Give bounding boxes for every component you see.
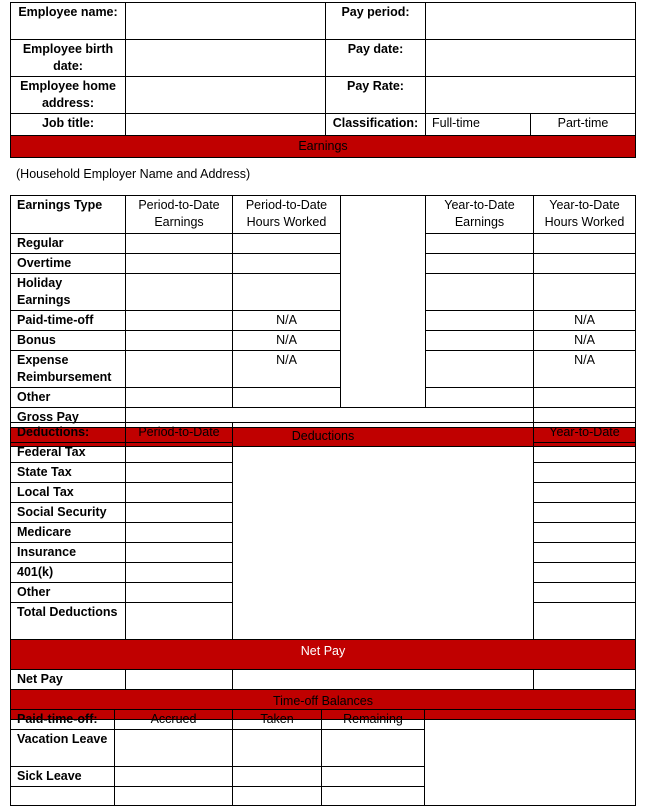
ptd-earnings-cell[interactable]: [126, 331, 233, 351]
taken-cell[interactable]: [233, 730, 322, 767]
ptd-hours-cell[interactable]: [233, 274, 341, 311]
timeoff-row-label: [11, 787, 115, 806]
total-deductions-label: Total Deductions: [11, 603, 126, 640]
ytd-earnings-cell[interactable]: [426, 234, 534, 254]
ptd-hours-cell[interactable]: [233, 388, 341, 408]
deduction-ytd-cell[interactable]: [534, 443, 636, 463]
earnings-row-label: Holiday Earnings: [11, 274, 126, 311]
ptd-earnings-cell[interactable]: [126, 351, 233, 388]
gross-pay-label: Gross Pay: [11, 408, 126, 428]
net-pay-middle-cell: [233, 670, 534, 690]
ptd-hours-header: Period-to-Date Hours Worked: [233, 196, 341, 234]
job-title-label: Job title:: [11, 114, 126, 136]
ptd-hours-cell: N/A: [233, 351, 341, 388]
deduction-ptd-cell[interactable]: [126, 503, 233, 523]
ptd-earnings-cell[interactable]: [126, 274, 233, 311]
deduction-ytd-cell[interactable]: [534, 503, 636, 523]
deductions-ytd-header: Year-to-Date: [534, 423, 636, 443]
birth-date-field[interactable]: [126, 40, 326, 77]
part-time-option[interactable]: Part-time: [531, 114, 636, 136]
home-address-label: Employee home address:: [11, 77, 126, 114]
remaining-cell[interactable]: [322, 787, 425, 806]
deductions-spacer: [233, 423, 534, 640]
deduction-ptd-cell[interactable]: [126, 483, 233, 503]
accrued-cell[interactable]: [115, 767, 233, 787]
ytd-earnings-cell[interactable]: [426, 254, 534, 274]
ptd-hours-cell[interactable]: [233, 234, 341, 254]
ytd-hours-cell: N/A: [534, 351, 636, 388]
ptd-earnings-cell[interactable]: [126, 254, 233, 274]
earnings-table: [10, 195, 636, 447]
deduction-row-label: 401(k): [11, 563, 126, 583]
ptd-hours-cell[interactable]: [233, 254, 341, 274]
ptd-earnings-cell[interactable]: [126, 311, 233, 331]
ptd-earnings-header: Period-to-Date Earnings: [126, 196, 233, 234]
net-pay-banner: Net Pay: [11, 640, 636, 670]
accrued-header: Accrued: [115, 710, 233, 730]
ytd-hours-cell[interactable]: [534, 254, 636, 274]
deduction-ptd-cell[interactable]: [126, 563, 233, 583]
earnings-row-label: Other: [11, 388, 126, 408]
deduction-row-label: Local Tax: [11, 483, 126, 503]
net-pay-label: Net Pay: [11, 670, 126, 690]
taken-cell[interactable]: [233, 787, 322, 806]
deduction-ytd-cell[interactable]: [534, 463, 636, 483]
deduction-row-label: Insurance: [11, 543, 126, 563]
total-deductions-ptd-cell[interactable]: [126, 603, 233, 640]
pay-rate-label: Pay Rate:: [326, 77, 426, 114]
deduction-ytd-cell[interactable]: [534, 563, 636, 583]
net-pay-ptd-cell[interactable]: [126, 670, 233, 690]
ytd-earnings-cell[interactable]: [426, 388, 534, 408]
taken-cell[interactable]: [233, 767, 322, 787]
deduction-row-label: State Tax: [11, 463, 126, 483]
deduction-ptd-cell[interactable]: [126, 443, 233, 463]
deduction-ytd-cell[interactable]: [534, 523, 636, 543]
ptd-hours-cell: N/A: [233, 331, 341, 351]
ytd-earnings-cell[interactable]: [426, 331, 534, 351]
ytd-hours-cell[interactable]: [534, 234, 636, 254]
taken-header: Taken: [233, 710, 322, 730]
deduction-ytd-cell[interactable]: [534, 483, 636, 503]
birth-date-label: Employee birth date:: [11, 40, 126, 77]
deductions-header: Deductions:: [11, 423, 126, 443]
deduction-ytd-cell[interactable]: [534, 543, 636, 563]
timeoff-header: Paid-time-off:: [11, 710, 115, 730]
earnings-row-label: Overtime: [11, 254, 126, 274]
ptd-earnings-cell[interactable]: [126, 388, 233, 408]
deductions-banner: Deductions: [11, 428, 636, 447]
employee-name-label: Employee name:: [11, 3, 126, 40]
earnings-row-label: Expense Reimbursement: [11, 351, 126, 388]
pay-date-label: Pay date:: [326, 40, 426, 77]
remaining-header: Remaining: [322, 710, 425, 730]
ytd-hours-cell: N/A: [534, 311, 636, 331]
ytd-hours-cell[interactable]: [534, 274, 636, 311]
timeoff-spacer: [425, 710, 636, 806]
ptd-earnings-cell[interactable]: [126, 234, 233, 254]
pay-period-label: Pay period:: [326, 3, 426, 40]
deduction-ytd-cell[interactable]: [534, 583, 636, 603]
net-pay-ytd-cell[interactable]: [534, 670, 636, 690]
timeoff-row-label: Sick Leave: [11, 767, 115, 787]
ytd-earnings-cell[interactable]: [426, 311, 534, 331]
deduction-ptd-cell[interactable]: [126, 523, 233, 543]
accrued-cell[interactable]: [115, 787, 233, 806]
earnings-row-label: Bonus: [11, 331, 126, 351]
timeoff-banner: Time-off Balances: [11, 690, 636, 720]
employer-note: (Household Employer Name and Address): [16, 167, 251, 181]
remaining-cell[interactable]: [322, 767, 425, 787]
deduction-row-label: Federal Tax: [11, 443, 126, 463]
remaining-cell[interactable]: [322, 730, 425, 767]
earnings-spacer: [341, 196, 426, 408]
earnings-type-header: Earnings Type: [11, 196, 126, 234]
employee-name-field[interactable]: [126, 3, 326, 40]
pay-date-field[interactable]: [426, 40, 636, 77]
home-address-field[interactable]: [126, 77, 326, 114]
ytd-earnings-header: Year-to-Date Earnings: [426, 196, 534, 234]
ytd-hours-header: Year-to-Date Hours Worked: [534, 196, 636, 234]
full-time-option[interactable]: Full-time: [426, 114, 531, 136]
ytd-hours-cell: N/A: [534, 331, 636, 351]
deduction-row-label: Medicare: [11, 523, 126, 543]
deduction-row-label: Other: [11, 583, 126, 603]
pay-rate-field[interactable]: [426, 77, 636, 114]
deductions-ptd-header: Period-to-Date: [126, 423, 233, 443]
classification-label: Classification:: [326, 114, 426, 136]
ytd-hours-cell[interactable]: [534, 388, 636, 408]
earnings-banner: Earnings: [11, 136, 636, 158]
deduction-ptd-cell[interactable]: [126, 463, 233, 483]
ytd-earnings-cell[interactable]: [426, 274, 534, 311]
employee-info-table: [10, 2, 636, 158]
earnings-row-label: Regular: [11, 234, 126, 254]
total-deductions-ytd-cell[interactable]: [534, 603, 636, 640]
deduction-ptd-cell[interactable]: [126, 583, 233, 603]
accrued-cell[interactable]: [115, 730, 233, 767]
deduction-ptd-cell[interactable]: [126, 543, 233, 563]
deduction-row-label: Social Security: [11, 503, 126, 523]
ytd-earnings-cell[interactable]: [426, 351, 534, 388]
deductions-table: [10, 422, 636, 720]
ptd-hours-cell: N/A: [233, 311, 341, 331]
timeoff-row-label: Vacation Leave: [11, 730, 115, 767]
timeoff-table: [10, 709, 636, 806]
pay-period-field[interactable]: [426, 3, 636, 40]
job-title-field[interactable]: [126, 114, 326, 136]
earnings-row-label: Paid-time-off: [11, 311, 126, 331]
